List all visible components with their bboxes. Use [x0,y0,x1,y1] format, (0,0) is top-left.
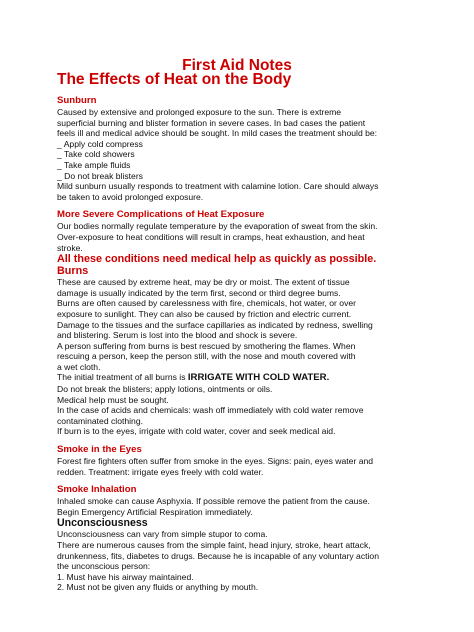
text-line: exposure to sunlight. They can also be caused by friction and electric current. [57,308,352,319]
heading-complications: More Severe Complications of Heat Exposure [57,209,265,221]
text-line: rescuing a person, keep the person still, with the nose and mouth covered with [57,351,356,362]
heading-smoke-eyes: Smoke in the Eyes [57,444,142,456]
heading-sunburn: Sunburn [57,95,97,106]
text-line: These are caused by extreme heat, may be dry or moist. The extent of tissue [57,277,350,288]
text-line: Unconsciousness can vary from simple stupor to coma. [57,529,268,540]
text-line: Medical help must be sought. [57,394,169,405]
text-line: Mild sunburn usually responds to treatment with calamine lotion. Care should always [57,181,379,192]
list-item: _ Take ample fluids [57,159,131,170]
text-line: and blistering. Serum is lost into the blood and shock is severe. [57,330,298,341]
irrigate-instruction: IRRIGATE WITH COLD WATER. [187,372,330,384]
document-subtitle: The Effects of Heat on the Body [57,71,292,88]
text-line: stroke. [57,242,83,253]
heading-burns: Burns [57,265,89,278]
text-line: Caused by extensive and prolonged exposure to the sun. There is extreme [57,107,342,117]
text-line: feels ill and medical advice should be sought. In mild cases the treatment should be: [57,128,378,139]
text-line: drunkenness, fits, diabetes to drugs. Because he is incapable of any voluntary action [57,550,379,561]
text-line: Damage to the tissues and the surface capillaries as indicated by redness, swelling [57,319,373,330]
text-line: be taken to avoid prolonged exposure. [57,191,204,202]
text-line: Burns are often caused by carelessness with fire, chemicals, hot water, or over [57,298,357,309]
text-line: superficial burning and blister formation in severe cases. In bad cases the patient [57,117,366,128]
text-line: damage is usually indicated by the term first, second or third degree bums. [57,287,341,298]
heading-smoke-inhalation: Smoke Inhalation [57,484,137,496]
text-line: a wet cloth. [57,361,101,372]
list-item: 1. Must have his airway maintained. [57,571,194,582]
complications-text [57,221,452,253]
list-item: 2. Must not be given any fluids or anything by mouth. [57,582,259,593]
unconsciousness-text [57,529,452,593]
text-line: A person suffering from burns is best rescued by smothering the flames. When [57,340,356,351]
text-line: the unconscious person: [57,561,151,572]
initial-treatment-line [57,372,452,384]
text-line: Begin Emergency Artificial Respiration immediately. [57,506,253,517]
smoke-eyes-text [57,456,452,477]
text-line: There are numerous causes from the simple faint, head injury, stroke, heart attack, [57,540,371,550]
text-line: Inhaled smoke can cause Asphyxia. If possible remove the patient from the cause. [57,496,370,507]
text-line: redden. Treatment: irrigate eyes freely with cold water. [57,466,264,477]
document-body [57,95,452,593]
text-line: If burn is to the eyes, irrigate with cold water, cover and seek medical aid. [57,426,336,437]
alert-medical-help: All these conditions need medical help as quickly as possible. [57,253,377,266]
list-item: _ Do not break blisters [57,170,143,181]
smoke-inhalation-text [57,496,452,517]
text-line: In the case of acids and chemicals: wash off immediately with cold water remove [57,405,364,416]
heading-unconsciousness: Unconsciousness [57,517,148,530]
document-title: First Aid Notes [182,57,292,74]
text-line: Our bodies normally regulate temperature by the evaporation of sweat from the skin. [57,221,378,232]
text-line: contaminated clothing. [57,415,143,426]
sunburn-text [57,107,452,202]
text-line: Do not break the blisters; apply lotions, ointments or oils. [57,384,273,395]
initial-treatment-prefix: The initial treatment of all burns is [57,372,188,383]
list-item: _ Apply cold compress [57,138,143,149]
list-item: _ Take cold showers [57,149,135,160]
text-line: Over-exposure to heat conditions will result in cramps, heat exhaustion, and heat [57,231,365,242]
burns-text [57,277,452,437]
text-line: Forest fire fighters often suffer from smoke in the eyes. Signs: pain, eyes water and [57,456,374,467]
